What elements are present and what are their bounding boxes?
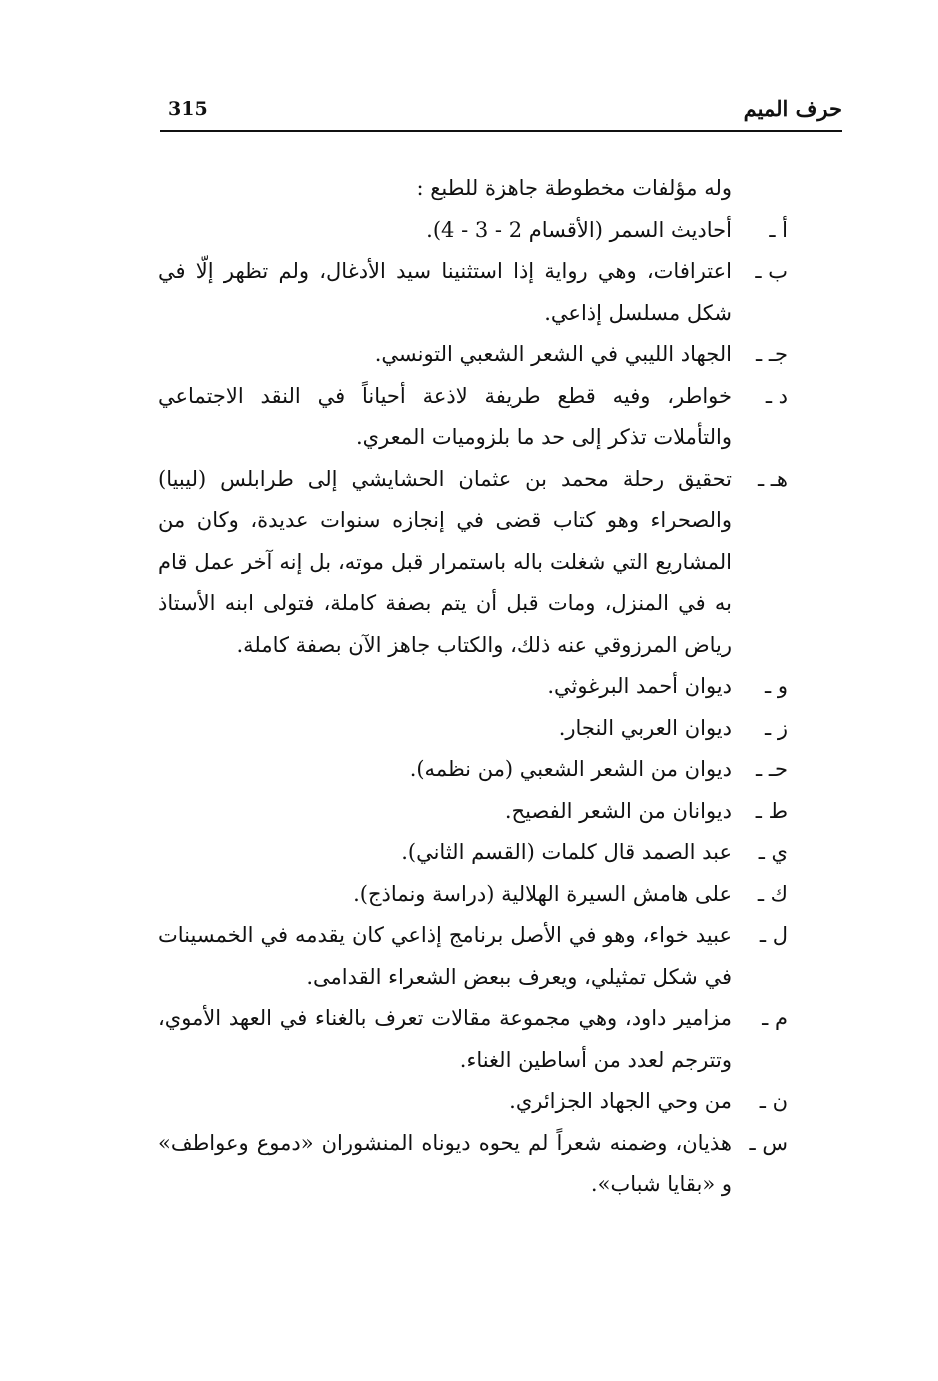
item-text: ديوان أحمد البرغوثي. (547, 674, 732, 698)
item-text: من وحي الجهاد الجزائري. (509, 1089, 732, 1113)
item-marker: ز ـ (765, 715, 788, 740)
item-text: الجهاد الليبي في الشعر الشعبي التونسي. (374, 342, 732, 366)
item-text: مزامير داود، وهي مجموعة مقالات تعرف بالغناء في العهد الأموي، وتترجم لعدد من أساطين الغناء. (158, 1006, 732, 1072)
list-item (158, 915, 788, 998)
item-marker: هـ ـ (757, 466, 788, 491)
list-item (158, 376, 788, 459)
item-marker: ن ـ (759, 1089, 788, 1113)
item-text: خواطر، وفيه قطع طريفة لاذعة أحياناً في النقد الاجتماعي والتأملات تذكر إلى حد ما بلزوميات المعري. (158, 383, 732, 449)
list-item (158, 749, 788, 791)
item-marker: س ـ (749, 1130, 788, 1155)
item-text: عبد الصمد قال كلمات (القسم الثاني). (401, 840, 732, 864)
list-item (158, 251, 788, 334)
item-marker: ي ـ (758, 840, 788, 864)
list-item (158, 832, 788, 874)
item-text: تحقيق رحلة محمد بن عثمان الحشايشي إلى طرابلس (ليبيا) والصحراء وهو كتاب قضى في إنجازه سنوات عديدة، وكان من المشاريع التي شغلت باله باستمرار قبل موته، بل إنه آخر عمل قام به في المنزل، ومات قبل أن يتم بصفة كاملة، فتولى ابنه الأستاذ رياض المرزوقي عنه ذلك، والكتاب جاهز الآن بصفة كاملة. (158, 466, 732, 657)
list-item (158, 666, 788, 708)
item-text: عبيد خواء، وهو في الأصل برنامج إذاعي كان يقدمه في الخمسينات في شكل تمثيلي، ويعرف ببعض الشعراء القدامى. (158, 923, 732, 989)
list-item (158, 1081, 788, 1123)
list-item (158, 334, 788, 376)
item-text: ديوانان من الشعر الفصيح. (504, 798, 732, 823)
list-item (158, 210, 788, 252)
item-text: أحاديث السمر (الأقسام 2 - 3 - 4). (426, 217, 732, 242)
item-marker: ك ـ (757, 881, 788, 906)
list-item (158, 874, 788, 916)
item-text: على هامش السيرة الهلالية (دراسة ونماذج). (353, 881, 732, 906)
item-marker: ل ـ (759, 923, 788, 947)
item-marker: ب ـ (755, 259, 788, 283)
list-item (158, 1123, 788, 1206)
item-marker: جـ ـ (756, 342, 788, 366)
item-marker: حـ ـ (756, 757, 788, 781)
item-marker: ط ـ (755, 798, 788, 823)
list-item (158, 459, 788, 667)
item-text: هذيان، وضمنه شعراً لم يحوه ديوناه المنشوران «دموع وعواطف» و «بقايا شباب». (158, 1130, 732, 1196)
item-marker: د ـ (765, 383, 788, 408)
list-item (158, 791, 788, 833)
page-header (160, 96, 842, 132)
item-marker: و ـ (765, 674, 788, 698)
main-text (158, 168, 788, 1206)
item-text: اعترافات، وهي رواية إذا استثنينا سيد الأدغال، ولم تظهر إلّا في شكل مسلسل إذاعي. (158, 259, 732, 325)
item-marker: م ـ (762, 1006, 788, 1030)
item-marker: أ ـ (769, 217, 788, 242)
running-head: حرف الميم (743, 96, 842, 121)
list-item (158, 998, 788, 1081)
list-item (158, 708, 788, 750)
item-text: ديوان من الشعر الشعبي (من نظمه). (409, 757, 732, 781)
page-number: 315 (168, 98, 208, 120)
intro-paragraph: وله مؤلفات مخطوطة جاهزة للطبع : (416, 176, 732, 200)
item-text: ديوان العربي النجار. (558, 715, 732, 740)
